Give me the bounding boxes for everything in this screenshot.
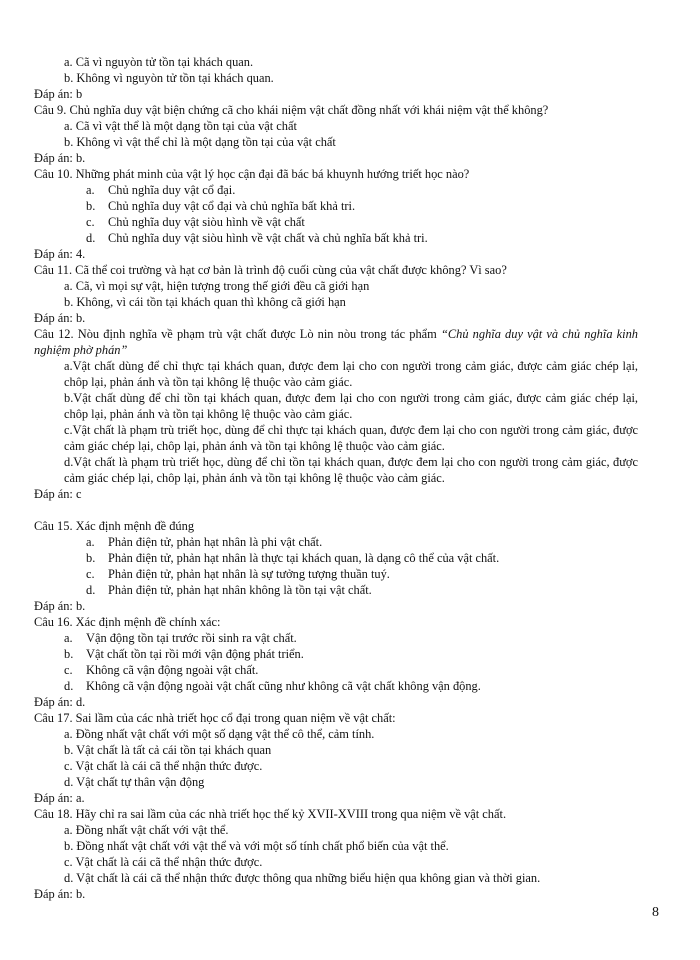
option-b	[34, 646, 638, 662]
work-title: “Chủ nghĩa duy vật và chủ nghĩa kinh nghiệm phờ phán”	[34, 327, 638, 357]
question-15: Câu 15. Xác định mệnh đề đúng	[34, 519, 195, 533]
question-10: Câu 10. Những phát minh của vật lý học cận đại đã bác bá khuynh hướng triết học nào?	[34, 167, 470, 181]
option-label: b.	[64, 647, 74, 661]
option-label: c.	[86, 215, 95, 229]
option-b: b. Vật chất là tất cả cái tồn tại khách quan	[64, 743, 272, 757]
answer: Đáp án: a.	[34, 791, 85, 805]
option-label: d.	[86, 231, 96, 245]
option-a: a.Vật chất dùng để chỉ thực tại khách quan, được đem lại cho con người trong cảm giác, được cảm giác chép lại, chôp lại, phản ánh và tồn tại không lệ thuộc vào cảm giác.	[64, 359, 638, 389]
option-a: a. Đồng nhất vật chất với vật thể.	[64, 823, 229, 837]
option-b	[34, 198, 638, 214]
option-a	[34, 182, 638, 198]
page-number: 8	[652, 905, 659, 920]
option-d	[34, 678, 638, 694]
question-text: Câu 12. Nòu định nghĩa về phạm trù vật chất được Lò nin nòu trong tác phẩm	[34, 327, 441, 341]
option-b: b. Không vì vật thể chỉ là một dạng tồn tại của vật chất	[64, 135, 336, 149]
question-11: Câu 11. Cã thể coi trường và hạt cơ bản là trình độ cuối cùng của vật chất được không? Vì sao?	[34, 263, 507, 277]
option-c	[34, 214, 638, 230]
option-c: c. Vật chất là cái cã thể nhận thức được.	[64, 855, 263, 869]
option-b: b. Đồng nhất vật chất với vật thể và với một số tính chất phổ biến của vật thể.	[64, 839, 449, 853]
option-a: a. Cã vì vật thể là một dạng tồn tại của vật chất	[64, 119, 297, 133]
option-d: d.Vật chất là phạm trù triết học, dùng để chỉ tồn tại khách quan, được đem lại cho con người trong cảm giác, được cảm giác chép lại, chôp lại, phản ánh và tồn tại không lệ thuộc vào cảm giác.	[64, 455, 638, 485]
question-17: Câu 17. Sai lầm của các nhà triết học cổ đại trong quan niệm về vật chất:	[34, 711, 396, 725]
question-18: Câu 18. Hãy chỉ ra sai lầm của các nhà triết học thế kỷ XVII-XVIII trong qua niệm về vật chất.	[34, 807, 507, 821]
option-text: Không cã vận động ngoài vật chất.	[86, 663, 259, 677]
option-label: b.	[86, 551, 96, 565]
option-a	[34, 630, 638, 646]
option-c	[34, 566, 638, 582]
answer: Đáp án: d.	[34, 695, 86, 709]
option-a: a. Đồng nhất vật chất với một số dạng vật thể cô thể, cảm tính.	[64, 727, 375, 741]
option-label: a.	[86, 183, 95, 197]
option-text: Vật chất tồn tại rồi mới vận động phát triển.	[86, 647, 304, 661]
option-text: Chủ nghĩa duy vật cổ đại.	[108, 183, 236, 197]
option-b: b. Không, vì cái tồn tại khách quan thì không cã giới hạn	[64, 295, 346, 309]
answer: Đáp án: b	[34, 87, 83, 101]
option-label: d.	[64, 679, 74, 693]
option-text: Phản điện tử, phản hạt nhân là thực tại khách quan, là dạng cô thể của vật chất.	[108, 551, 500, 565]
option-text: Phản điện tử, phản hạt nhân là phi vật chất.	[108, 535, 323, 549]
answer: Đáp án: b.	[34, 311, 86, 325]
option-label: c.	[86, 567, 95, 581]
answer: Đáp án: b.	[34, 887, 86, 901]
option-b: b.Vật chất dùng để chỉ tồn tại khách quan, được đem lại cho con người trong cảm giác, được cảm giác chép lại, chôp lại, phản ánh và tồn tại không lệ thuộc vào cảm giác.	[64, 391, 638, 421]
option-text: Phản điện tử, phản hạt nhân là sự tưởng tượng thuần tuý.	[108, 567, 390, 581]
option-a: a. Cã vì nguyòn tử tồn tại khách quan.	[64, 55, 254, 69]
question-16: Câu 16. Xác định mệnh đề chính xác:	[34, 615, 221, 629]
option-d	[34, 582, 638, 598]
option-d: d. Vật chất tự thân vận động	[64, 775, 205, 789]
answer: Đáp án: c	[34, 487, 82, 501]
answer: Đáp án: 4.	[34, 247, 86, 261]
option-c: c. Vật chất là cái cã thể nhận thức được.	[64, 759, 263, 773]
option-label: a.	[86, 535, 95, 549]
option-c	[34, 662, 638, 678]
option-a	[34, 534, 638, 550]
option-b: b. Không vì nguyòn tử tồn tại khách quan.	[64, 71, 274, 85]
option-d: d. Vật chất là cái cã thể nhận thức được thông qua những biểu hiện qua không gian và thời gian.	[64, 871, 541, 885]
option-label: b.	[86, 199, 96, 213]
option-b	[34, 550, 638, 566]
answer: Đáp án: b.	[34, 151, 86, 165]
option-a: a. Cã, vì mọi sự vật, hiện tượng trong thế giới đều cã giới hạn	[64, 279, 370, 293]
option-c: c.Vật chất là phạm trù triết học, dùng để chỉ thực tại khách quan, được đem lại cho con người trong cảm giác, được cảm giác chép lại, chôp lại, phản ánh và tồn tại không lệ thuộc vào cảm giác.	[64, 423, 638, 453]
option-label: a.	[64, 631, 73, 645]
option-label: d.	[86, 583, 96, 597]
option-d	[34, 230, 638, 246]
option-text: Phản điện tử, phản hạt nhân không là tồn tại vật chất.	[108, 583, 372, 597]
spacer	[34, 502, 638, 518]
question-12	[34, 326, 638, 358]
answer: Đáp án: b.	[34, 599, 86, 613]
question-9: Câu 9. Chủ nghĩa duy vật biện chứng cã cho khái niệm vật chất đồng nhất với khái niệm vật thể không?	[34, 103, 549, 117]
option-text: Chủ nghĩa duy vật siòu hình về vật chất	[108, 215, 305, 229]
option-text: Chủ nghĩa duy vật siòu hình về vật chất và chủ nghĩa bất khả tri.	[108, 231, 428, 245]
option-text: Vận động tồn tại trước rồi sinh ra vật chất.	[86, 631, 297, 645]
option-label: c.	[64, 663, 73, 677]
option-text: Chủ nghĩa duy vật cổ đại và chủ nghĩa bất khả tri.	[108, 199, 356, 213]
option-text: Không cã vận động ngoài vật chất cũng như không cã vật chất không vận động.	[86, 679, 481, 693]
document-page	[34, 54, 638, 902]
